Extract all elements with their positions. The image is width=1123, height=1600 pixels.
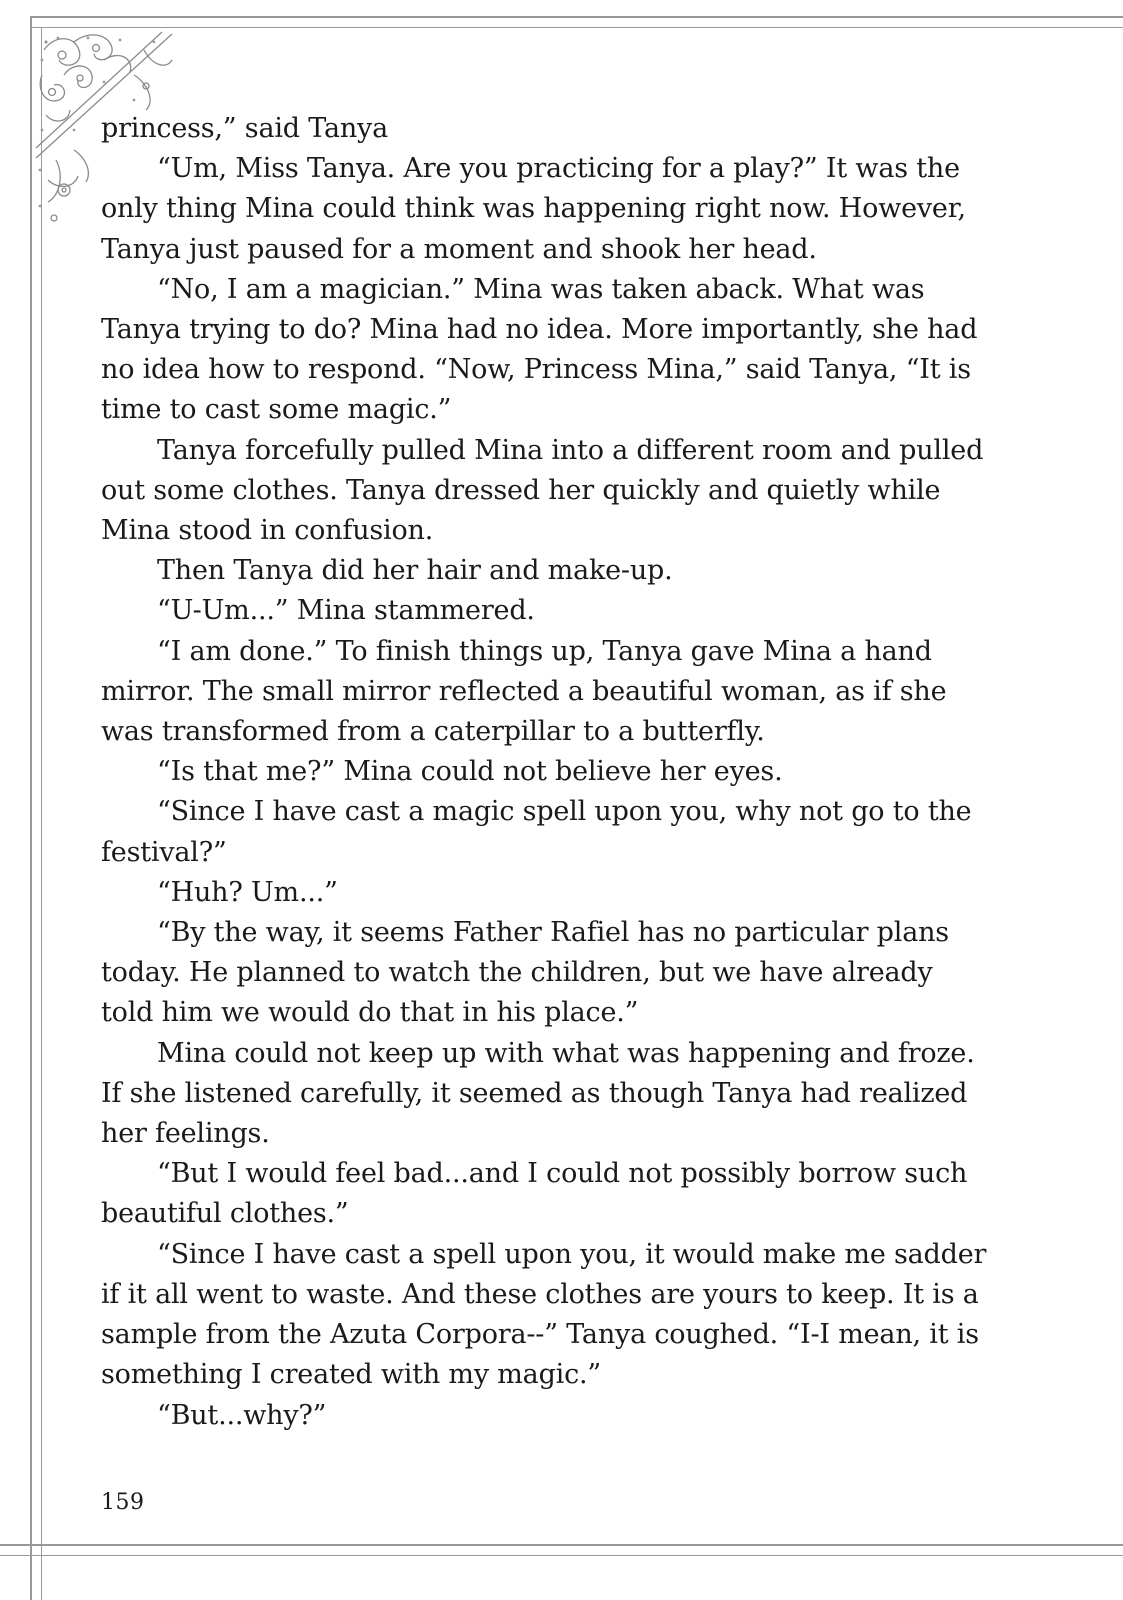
frame-top-inner xyxy=(30,27,1123,28)
paragraph: “Um, Miss Tanya. Are you practicing for a play?” It was the only thing Mina could think was happening right now. However, Tanya just paused for a moment and shook her head. xyxy=(101,153,966,265)
frame-top-outer xyxy=(30,16,1123,18)
paragraph: “But...why?” xyxy=(157,1399,327,1431)
frame-bottom-inner xyxy=(0,1555,1123,1556)
paragraph: Mina could not keep up with what was happening and froze. If she listened carefully, it seemed as though Tanya had realized her feelings. xyxy=(101,1037,975,1150)
paragraph: “Is that me?” Mina could not believe her eyes. xyxy=(157,756,783,788)
paragraph: Tanya forcefully pulled Mina into a different room and pulled out some clothes. Tanya dressed her quickly and quietly while Mina stood in confusion. xyxy=(101,434,984,547)
paragraph: “U-Um...” Mina stammered. xyxy=(157,595,535,627)
paragraph: “Huh? Um...” xyxy=(157,876,338,908)
page-body-text xyxy=(101,109,991,1436)
paragraph: Then Tanya did her hair and make-up. xyxy=(157,555,673,587)
paragraph: “But I would feel bad...and I could not possibly borrow such beautiful clothes.” xyxy=(101,1158,968,1230)
paragraph: “Since I have cast a magic spell upon you, why not go to the festival?” xyxy=(101,796,972,868)
paragraph: “Since I have cast a spell upon you, it would make me sadder if it all went to waste. And these clothes are yours to keep. It is a sample from the Azuta Corpora--” Tanya coughed. “I-I mean, it is something I created with my magic.” xyxy=(101,1238,987,1391)
page-number: 159 xyxy=(101,1490,145,1515)
frame-left-outer xyxy=(30,16,32,1600)
paragraph: “No, I am a magician.” Mina was taken aback. What was Tanya trying to do? Mina had no idea. More importantly, she had no idea how to respond. “Now, Princess Mina,” said Tanya, “It is time to cast some magic.” xyxy=(101,273,978,426)
paragraph: “By the way, it seems Father Rafiel has no particular plans today. He planned to watch the children, but we have already told him we would do that in his place.” xyxy=(101,917,949,1029)
paragraph: “I am done.” To finish things up, Tanya gave Mina a hand mirror. The small mirror reflected a beautiful woman, as if she was transformed from a caterpillar to a butterfly. xyxy=(101,635,947,748)
frame-bottom-outer xyxy=(0,1544,1123,1546)
paragraph: princess,” said Tanya xyxy=(101,113,388,144)
frame-left-inner xyxy=(41,27,42,1600)
